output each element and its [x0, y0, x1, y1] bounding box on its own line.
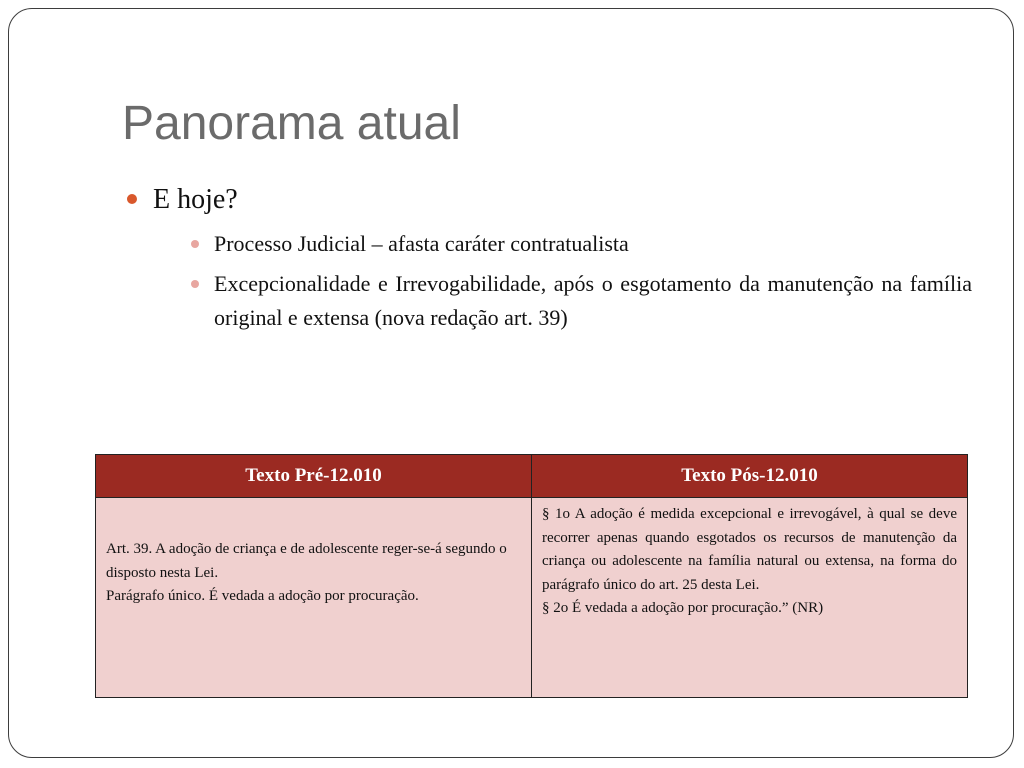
table-header-row: [96, 455, 968, 498]
sub-bullet-text: Processo Judicial – afasta caráter contratualista: [214, 231, 629, 256]
bullet-dot-icon: [127, 194, 137, 204]
bullet-text: E hoje?: [153, 184, 238, 215]
comparison-table: [95, 454, 968, 698]
pre-paragraph: Art. 39. A adoção de criança e de adolescente reger-se-á segundo o disposto nesta Lei.: [106, 541, 507, 581]
cell-pre-text: [96, 498, 532, 698]
cell-pos-text: [532, 498, 968, 698]
header-pre: Texto Pré-12.010: [96, 455, 532, 498]
sub-bullet-dot-icon: [191, 240, 199, 248]
pos-paragraph: § 2o É vedada a adoção por procuração.” (NR): [542, 600, 824, 616]
table-row: [96, 498, 968, 698]
pre-paragraph: Parágrafo único. É vedada a adoção por procuração.: [106, 588, 419, 605]
pos-paragraph: § 1o A adoção é medida excepcional e irrevogável, à qual se deve recorrer apenas quando esgotados os recursos de manutenção da criança ou adolescente na família natural ou extensa, na forma do parágrafo único do art. 25 desta Lei.: [542, 506, 957, 593]
slide-title: Panorama atual: [122, 97, 461, 150]
sub-bullet-dot-icon: [191, 280, 199, 288]
sub-bullet-text: Excepcionalidade e Irrevogabilidade, após o esgotamento da manutenção na família original e extensa (nova redação art. 39): [214, 271, 972, 330]
header-pos: Texto Pós-12.010: [532, 455, 968, 498]
